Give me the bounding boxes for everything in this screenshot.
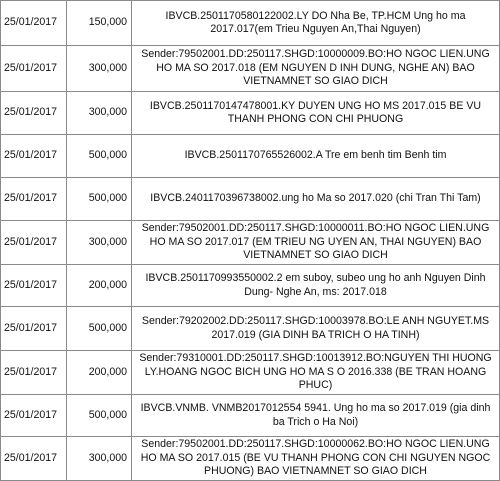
description-cell: IBVCB.VNMB. VNMB2017012554 5941. Ung ho ma so 2017.019 (gia dinh ba Trich o Ha Noi) <box>132 395 500 437</box>
table-row <box>1 351 500 395</box>
date-cell: 25/01/2017 <box>1 135 67 178</box>
description-cell: Sender:79502001.DD:250117.SHGD:10000062.BO:HO NGOC LIEN.UNG HO MA SO 2017.015 (BE VU THANH PHONG CON CHI NGUYEN NGOC PHUONG) BAO VIETNAMNET SO GIAO DICH <box>132 437 500 481</box>
date-cell: 25/01/2017 <box>1 221 67 265</box>
description-cell: Sender:79502001.DD:250117.SHGD:10000011.BO:HO NGOC LIEN.UNG HO MA SO 2017.017 (EM TRIEU NG UYEN AN, THAI NGUYEN) BAO VIETNAMNET SO GIAO DICH <box>132 221 500 265</box>
date-cell: 25/01/2017 <box>1 351 67 395</box>
table-row <box>1 307 500 351</box>
description-cell: IBVCB.2501170147478001.KY DUYEN UNG HO MS 2017.015 BE VU THANH PHONG CON CHI PHUONG <box>132 92 500 135</box>
amount-cell: 300,000 <box>67 46 132 92</box>
date-cell: 25/01/2017 <box>1 395 67 437</box>
date-cell: 25/01/2017 <box>1 1 67 46</box>
description-cell: IBVCB.2401170396738002.ung ho Ma so 2017.020 (chi Tran Thi Tam) <box>132 178 500 221</box>
amount-cell: 500,000 <box>67 135 132 178</box>
table-row <box>1 1 500 46</box>
table-row <box>1 437 500 481</box>
amount-cell: 300,000 <box>67 437 132 481</box>
amount-cell: 150,000 <box>67 1 132 46</box>
amount-cell: 200,000 <box>67 265 132 307</box>
description-cell: Sender:79310001.DD:250117.SHGD:10013912.BO:NGUYEN THI HUONG LY.HOANG NGOC BICH UNG HO MA S O 2016.338 (BE TRAN HOANG PHUC) <box>132 351 500 395</box>
description-cell: IBVCB.2501170580122002.LY DO Nha Be, TP.HCM Ung ho ma 2017.017(em Trieu Nguyen An,Thai Nguyen) <box>132 1 500 46</box>
amount-cell: 500,000 <box>67 178 132 221</box>
amount-cell: 500,000 <box>67 307 132 351</box>
table-row <box>1 178 500 221</box>
date-cell: 25/01/2017 <box>1 178 67 221</box>
amount-cell: 300,000 <box>67 221 132 265</box>
description-cell: IBVCB.2501170993550002.2 em suboy, subeo ung ho anh Nguyen Dinh Dung- Nghe An, ms: 2017.018 <box>132 265 500 307</box>
amount-cell: 200,000 <box>67 351 132 395</box>
date-cell: 25/01/2017 <box>1 437 67 481</box>
table-row <box>1 92 500 135</box>
table-row <box>1 265 500 307</box>
description-cell: Sender:79502001.DD:250117.SHGD:10000009.BO:HO NGOC LIEN.UNG HO MA SO 2017.018 (EM NGUYEN D INH DUNG, NGHE AN) BAO VIETNAMNET SO GIAO DICH <box>132 46 500 92</box>
date-cell: 25/01/2017 <box>1 46 67 92</box>
description-cell: IBVCB.2501170765526002.A Tre em benh tim Benh tim <box>132 135 500 178</box>
table-row <box>1 135 500 178</box>
date-cell: 25/01/2017 <box>1 307 67 351</box>
date-cell: 25/01/2017 <box>1 92 67 135</box>
date-cell: 25/01/2017 <box>1 265 67 307</box>
table-row <box>1 46 500 92</box>
amount-cell: 300,000 <box>67 92 132 135</box>
table-row <box>1 221 500 265</box>
description-cell: Sender:79202002.DD:250117.SHGD:10003978.BO:LE ANH NGUYET.MS 2017.019 (GIA DINH BA TRICH O HA TINH) <box>132 307 500 351</box>
amount-cell: 500,000 <box>67 395 132 437</box>
table-row <box>1 395 500 437</box>
